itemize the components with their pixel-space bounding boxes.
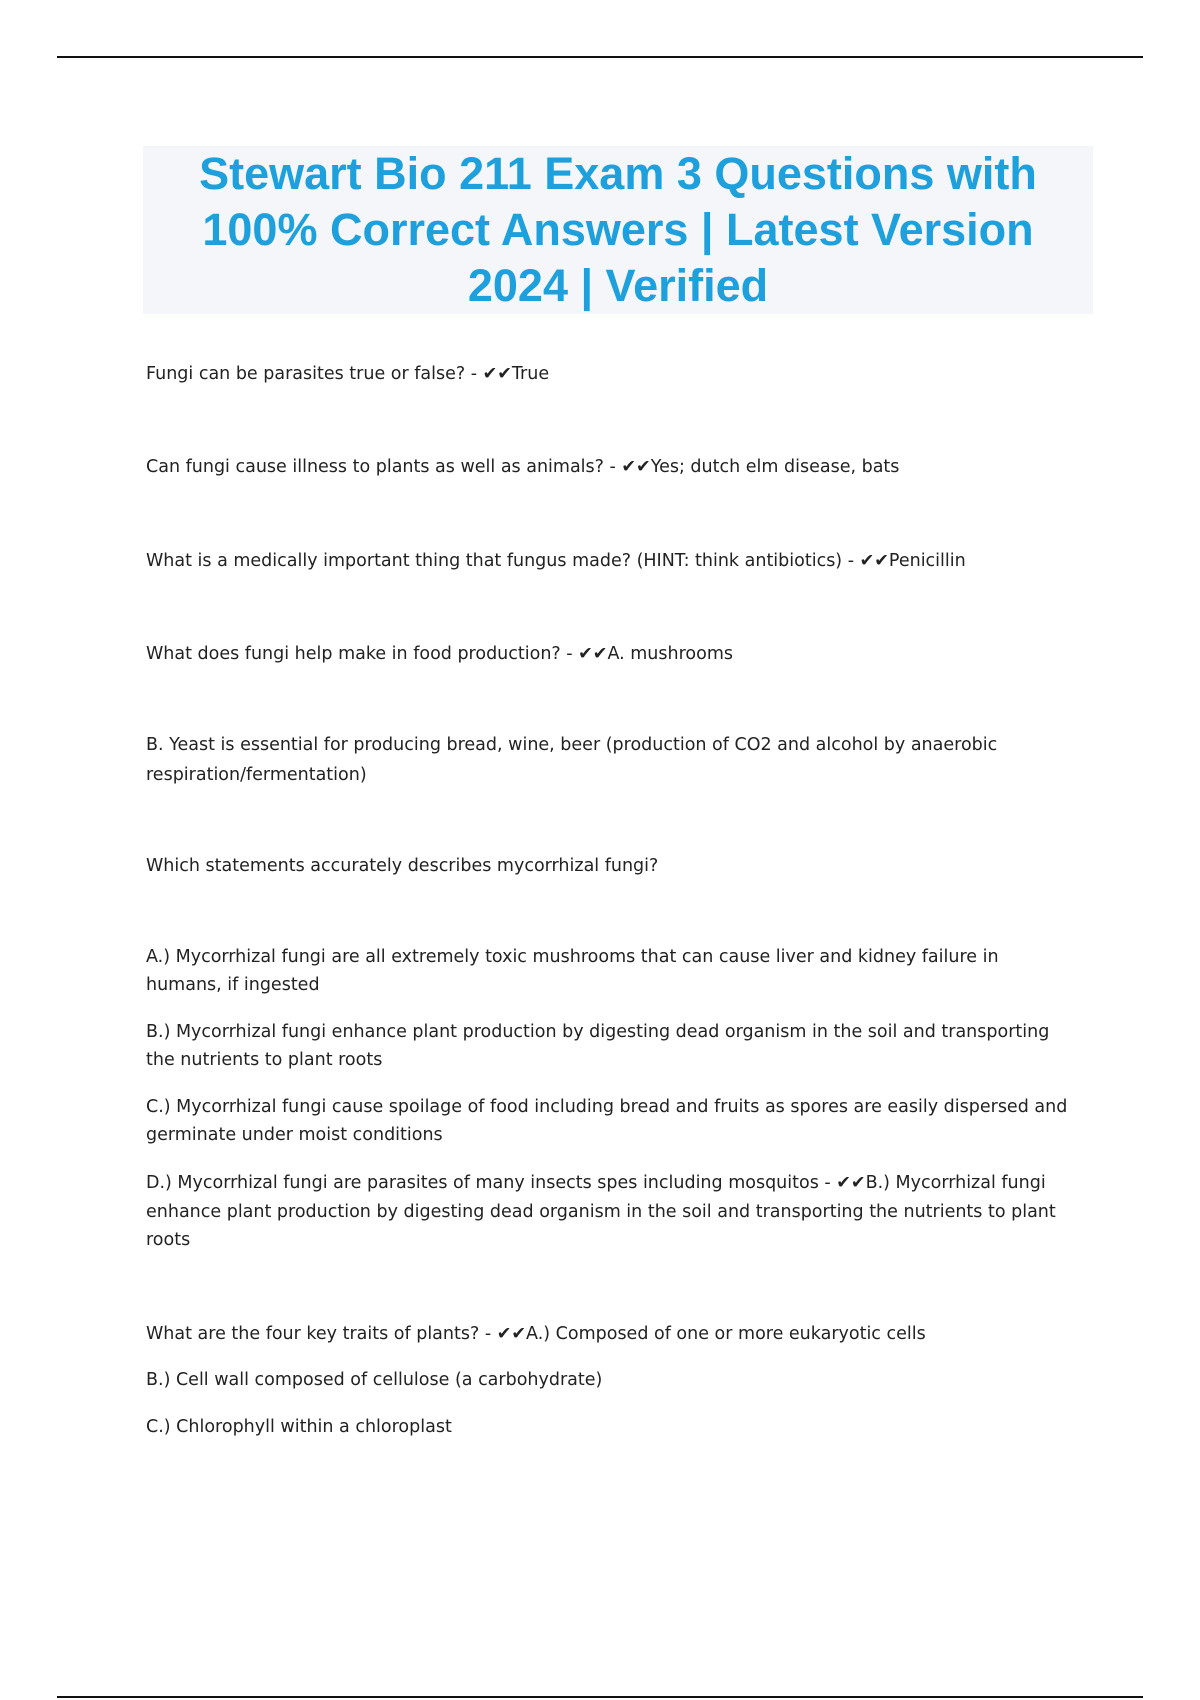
- qa-fungi-parasites: Fungi can be parasites true or false? - ✔✔True: [146, 364, 550, 384]
- qa-food-production: What does fungi help make in food production? - ✔✔A. mushrooms: [146, 644, 733, 664]
- title-line-1: Stewart Bio 211 Exam 3 Questions with: [199, 148, 1037, 199]
- option-d-line-1: D.) Mycorrhizal fungi are parasites of many insects spes including mosquitos - ✔✔B.) Mycorrhizal fungi: [146, 1173, 1046, 1193]
- option-a-line-2: humans, if ingested: [146, 975, 320, 995]
- option-d-line-2: enhance plant production by digesting dead organism in the soil and transporting the nutrients to plant: [146, 1202, 1056, 1222]
- title-banner: [143, 146, 1093, 314]
- trait-c: C.) Chlorophyll within a chloroplast: [146, 1417, 452, 1437]
- header-rule: [57, 56, 1143, 58]
- qa-medically-important: What is a medically important thing that fungus made? (HINT: think antibiotics) - ✔✔Penicillin: [146, 551, 966, 571]
- option-c-line-1: C.) Mycorrhizal fungi cause spoilage of food including bread and fruits as spores are easily dispersed and: [146, 1097, 1068, 1117]
- qa-plant-traits: What are the four key traits of plants? - ✔✔A.) Composed of one or more eukaryotic cells: [146, 1324, 926, 1344]
- option-a-line-1: A.) Mycorrhizal fungi are all extremely toxic mushrooms that can cause liver and kidney failure in: [146, 947, 999, 967]
- question-mycorrhizal: Which statements accurately describes mycorrhizal fungi?: [146, 856, 659, 876]
- qa-fungi-illness: Can fungi cause illness to plants as well as animals? - ✔✔Yes; dutch elm disease, bats: [146, 457, 900, 477]
- footer-rule: [57, 1696, 1143, 1698]
- answer-yeast-line-1: B. Yeast is essential for producing bread, wine, beer (production of CO2 and alcohol by anaerobic: [146, 735, 998, 755]
- title-line-3: 2024 | Verified: [467, 260, 769, 311]
- answer-yeast-line-2: respiration/fermentation): [146, 765, 367, 785]
- title-line-2: 100% Correct Answers | Latest Version: [202, 204, 1034, 255]
- option-b-line-1: B.) Mycorrhizal fungi enhance plant production by digesting dead organism in the soil and transporting: [146, 1022, 1050, 1042]
- option-b-line-2: the nutrients to plant roots: [146, 1050, 383, 1070]
- option-c-line-2: germinate under moist conditions: [146, 1125, 443, 1145]
- trait-b: B.) Cell wall composed of cellulose (a carbohydrate): [146, 1370, 603, 1390]
- option-d-line-3: roots: [146, 1230, 191, 1250]
